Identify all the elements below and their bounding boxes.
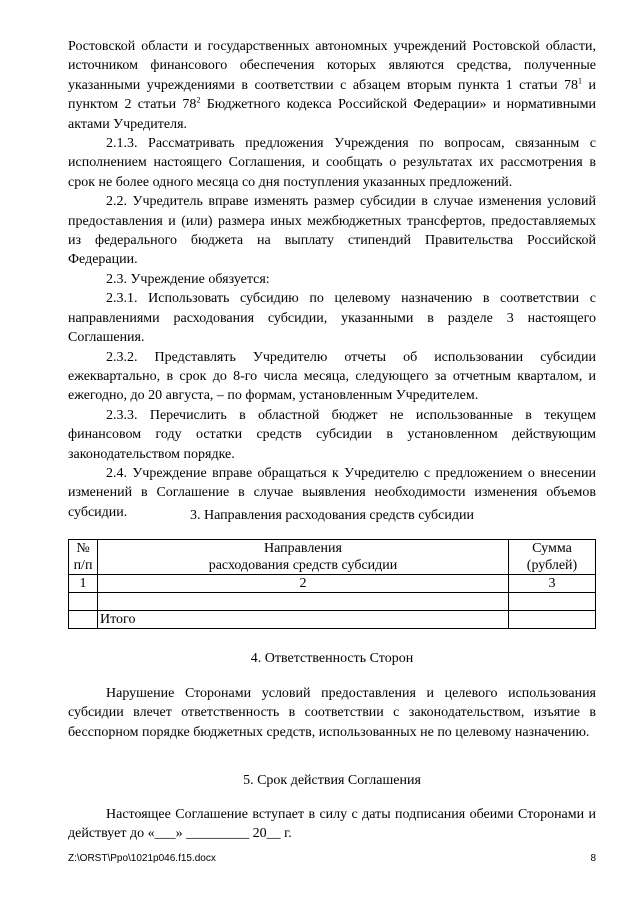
table-cell <box>69 593 98 611</box>
section4-text-block <box>68 684 596 742</box>
header-sum-line1: Сумма <box>532 541 572 556</box>
table-cell: 3 <box>509 575 596 593</box>
subsidy-table <box>68 539 596 629</box>
paragraph-2-2: 2.2. Учредитель вправе изменять размер субсидии в случае изменения условий предоставления и (или) размера иных межбюджетных трансфертов, предоставляемых из федерального бюджета на выплату стипендий Правительства Российской Федерации. <box>68 194 596 268</box>
table-header-cell-number <box>69 540 98 575</box>
paragraph-section4: Нарушение Сторонами условий предоставления и целевого использования субсидии влечет ответственность в соответствии с законодательством, изъятие в бесспорном порядке бюджетных средств, использованных не по целевому назначению. <box>68 686 596 740</box>
superscript-1: 1 <box>577 76 582 86</box>
paragraph-intro <box>68 37 596 134</box>
paragraph-2-3: 2.3. Учреждение обязуется: <box>106 271 270 287</box>
paragraph-intro-part-c: Бюджетного кодекса Российской Федерации» и нормативными актами Учредителя. <box>68 97 596 132</box>
section5-heading: 5. Срок действия Соглашения <box>243 773 421 788</box>
table-cell: 1 <box>69 575 98 593</box>
header-sum-line2: (рублей) <box>526 558 578 573</box>
table-cell <box>509 593 596 611</box>
footer-page-number: 8 <box>590 853 596 864</box>
header-direction-line2: расходования средств субсидии <box>208 558 398 573</box>
table-header-row <box>69 540 596 575</box>
paragraph-2-3-2: 2.3.2. Представлять Учредителю отчеты об использовании субсидии ежеквартально, в срок до 8-го числа месяца, следующего за отчетным кварталом, и ежегодно, до 20 августа, – по формам, установленным Учредителем. <box>68 349 596 404</box>
table-cell <box>98 593 509 611</box>
footer-file-path: Z:\ORST\Ppo\1021p046.f15.docx <box>68 853 216 864</box>
paragraph-2-1-3: 2.1.3. Рассматривать предложения Учреждения по вопросам, связанным с исполнением настоящего Соглашения, и сообщать о результатах их рассмотрения в срок не более одного месяца со дня поступления указанных предложений. <box>68 136 596 190</box>
table-row-total <box>69 611 596 629</box>
paragraph-intro-part-a: Ростовской области и государственных автономных учреждений Ростовской области, источником финансового обеспечения которых являются средства, полученные указанными учреждениями в соответствии с абзацем вторым пункта 1 статьи 78 <box>68 39 596 93</box>
section5-text-block <box>68 805 596 844</box>
paragraph-2-3-3: 2.3.3. Перечислить в областной бюджет не использованные в текущем финансовом году остатки средств субсидии в установленном действующим законодательством порядке. <box>68 407 596 462</box>
section2-text-block <box>68 37 596 522</box>
table-header-cell-sum <box>509 540 596 575</box>
header-number-line1: № <box>76 541 90 556</box>
superscript-2: 2 <box>196 95 201 105</box>
header-number-line2: п/п <box>73 558 93 573</box>
table-cell-total-label: Итого <box>98 611 509 629</box>
paragraph-intro-part-b: и пунктом 2 статьи 78 <box>68 77 596 113</box>
header-direction-line1: Направления <box>264 541 342 556</box>
section4-heading: 4. Ответственность Сторон <box>250 651 414 666</box>
paragraph-2-3-1: 2.3.1. Использовать субсидию по целевому назначению в соответствии с направлениями расходования субсидии, указанными в разделе 3 настоящего Соглашения. <box>68 291 596 346</box>
table-cell: 2 <box>98 575 509 593</box>
table-cell <box>69 611 98 629</box>
table-header-cell-direction <box>98 540 509 575</box>
table-row <box>69 575 596 593</box>
paragraph-2-4: 2.4. Учреждение вправе обращаться к Учредителю с предложением о внесении изменений в Соглашение в случае выявления необходимости изменения объемов субсидии. <box>68 465 596 520</box>
paragraph-section5: Настоящее Соглашение вступает в силу с даты подписания обеими Сторонами и действует до «___» _________ 20__ г. <box>68 807 596 842</box>
table-cell <box>509 611 596 629</box>
section3-heading: 3. Направления расходования средств субсидии <box>190 508 474 523</box>
table-row <box>69 593 596 611</box>
